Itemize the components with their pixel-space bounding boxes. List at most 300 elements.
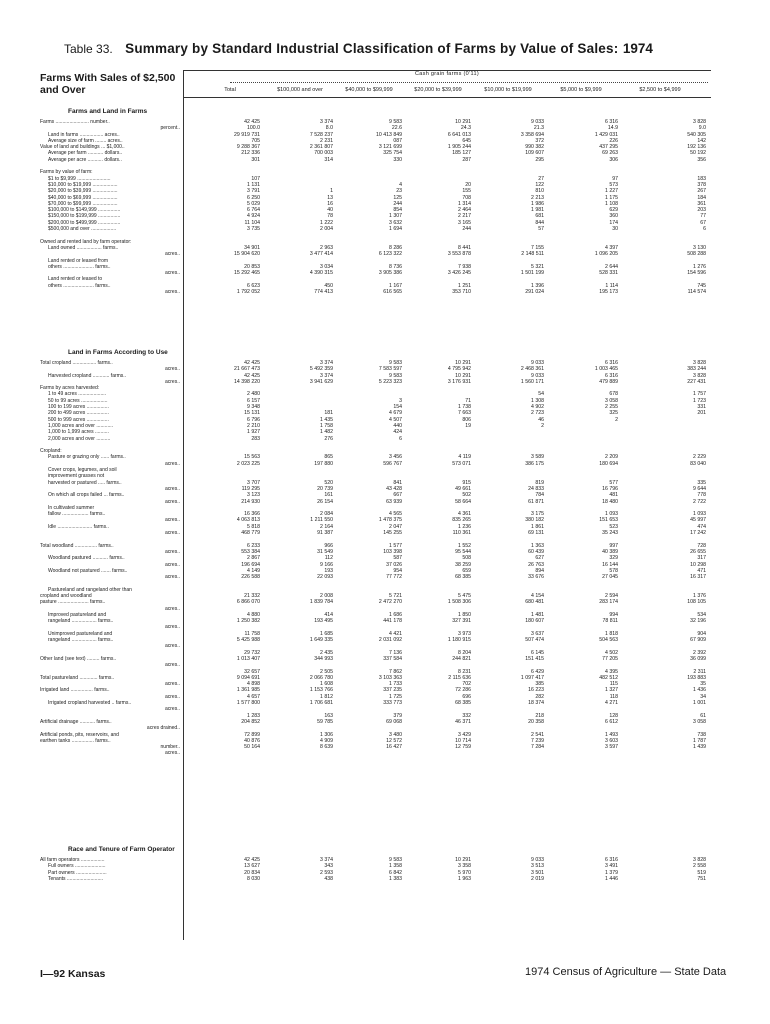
table-cell: 6 157: [247, 397, 260, 404]
table-cell: 437 295: [599, 144, 618, 151]
row-stub: Average per acre ........... dollars..: [48, 156, 122, 163]
row-stub: Woodland not pastured ....... farms..: [48, 567, 128, 574]
row-stub: acres..: [164, 706, 180, 713]
table-cell: 6 250: [247, 194, 260, 201]
table-cell: 9.0: [698, 125, 706, 132]
row-stub: Full owners ......................: [48, 863, 106, 870]
stub-heading: Farms With Sales of $2,500 and Over: [40, 72, 176, 96]
data-column: [484, 119, 544, 295]
row-stub: Total woodland ................ farms..: [40, 542, 114, 549]
table-cell: 333 773: [383, 700, 402, 707]
table-cell: 218: [535, 712, 544, 719]
table-cell: 438: [324, 875, 333, 882]
table-cell: 325: [609, 410, 618, 417]
table-cell: 4 795 942: [447, 366, 471, 373]
table-cell: 751: [697, 875, 706, 882]
row-stub: Land in farms ................. acres..: [48, 131, 120, 138]
table-cell: 29 919 731: [234, 131, 260, 138]
row-stub-column: [40, 857, 180, 882]
table-cell: 40: [327, 207, 333, 214]
table-cell: 8 030: [247, 875, 260, 882]
table-cell: 1 361 985: [236, 687, 260, 694]
table-cell: 4 657: [247, 693, 260, 700]
table-cell: 616 565: [383, 289, 402, 296]
data-column: [646, 119, 706, 295]
table-cell: 4 397: [605, 244, 618, 251]
table-cell: 1 577: [389, 542, 402, 549]
row-stub: acres..: [164, 681, 180, 688]
row-stub: Land owned .................. farms..: [48, 244, 119, 251]
row-stub: acres..: [164, 251, 180, 258]
table-cell: 16 317: [690, 574, 706, 581]
table-cell: 20: [465, 181, 471, 188]
table-cell: 2 435: [320, 649, 333, 656]
table-cell: 244: [393, 200, 402, 207]
row-stub: others ...................... farms..: [48, 263, 111, 270]
data-column: [342, 119, 402, 295]
table-cell: 702: [462, 681, 471, 688]
table-cell: 7 528 237: [309, 131, 333, 138]
table-cell: 4 679: [389, 410, 402, 417]
data-column: [200, 119, 260, 295]
row-stub: Irrigated cropland harvested .. farms..: [48, 700, 132, 707]
table-cell: 34: [700, 693, 706, 700]
table-cell: 2 047: [389, 523, 402, 530]
data-column: [273, 360, 333, 750]
table-cell: 2 480: [247, 391, 260, 398]
table-cell: 844: [535, 219, 544, 226]
table-cell: 1 478 375: [378, 517, 402, 524]
table-cell: 332: [462, 712, 471, 719]
table-cell: 68 385: [455, 574, 471, 581]
table-cell: 244: [462, 226, 471, 233]
table-cell: 330: [393, 156, 402, 163]
table-cell: 38 259: [455, 561, 471, 568]
row-stub: Total cropland ................. farms..: [40, 360, 113, 366]
table-cell: 57: [538, 226, 544, 233]
table-cell: 21.3: [533, 125, 544, 132]
table-cell: 103 398: [383, 548, 402, 555]
table-cell: 8 286: [389, 244, 402, 251]
table-cell: 3 456: [389, 454, 402, 461]
table-cell: 994: [609, 611, 618, 618]
table-cell: 58 664: [455, 498, 471, 505]
table-cell: 31 549: [317, 548, 333, 555]
table-cell: 2 255: [605, 404, 618, 411]
row-stub: Idle ......................... farms..: [48, 523, 109, 530]
table-cell: 4 149: [247, 567, 260, 574]
row-stub: $70,000 to $99,999 ..................: [48, 200, 118, 207]
table-cell: 1 686: [389, 611, 402, 618]
table-cell: 337 584: [383, 655, 402, 662]
page-title: [64, 40, 744, 60]
column-header: Total: [224, 87, 236, 93]
table-cell: 24 833: [528, 485, 544, 492]
table-cell: 2 210: [247, 422, 260, 429]
table-cell: 645: [462, 137, 471, 144]
table-cell: 151 415: [525, 655, 544, 662]
table-cell: 508: [462, 555, 471, 562]
table-cell: 214 930: [241, 498, 260, 505]
table-cell: 2: [541, 422, 544, 429]
table-cell: 450: [324, 282, 333, 289]
table-cell: 5 223 323: [378, 378, 402, 385]
row-stub: 1,000 acres and over ............: [48, 422, 114, 429]
table-cell: 3 480: [389, 731, 402, 738]
table-cell: 1 439: [693, 744, 706, 751]
table-cell: 61: [700, 712, 706, 719]
table-cell: 1 436: [693, 687, 706, 694]
table-cell: 894: [535, 567, 544, 574]
table-cell: 183: [697, 175, 706, 182]
table-cell: 68 385: [455, 700, 471, 707]
table-cell: 774 413: [314, 289, 333, 296]
row-stub: 100 to 199 acres ................: [48, 404, 109, 411]
table-cell: 42 425: [244, 360, 260, 366]
row-stub: fallow ................... farms..: [48, 511, 106, 518]
table-cell: 1 560 171: [520, 378, 544, 385]
table-cell: 128: [609, 712, 618, 719]
table-cell: 203: [697, 207, 706, 214]
table-cell: 573: [609, 181, 618, 188]
table-cell: 72 899: [244, 731, 260, 738]
table-cell: 1 757: [693, 391, 706, 398]
table-cell: 1 787: [693, 737, 706, 744]
table-cell: 441 178: [383, 618, 402, 625]
table-cell: 184: [697, 194, 706, 201]
table-cell: 15 904 620: [234, 251, 260, 258]
row-stub: 1,000 to 1,999 acres ..........: [48, 429, 109, 436]
table-cell: 112: [324, 555, 333, 562]
row-stub: Land rented or leased from: [48, 257, 109, 264]
table-cell: 161: [324, 492, 333, 499]
table-cell: 2 217: [458, 213, 471, 220]
table-cell: 197 880: [314, 460, 333, 467]
table-cell: 577: [609, 479, 618, 486]
table-cell: 6 316: [605, 119, 618, 125]
table-cell: 9 583: [389, 372, 402, 379]
table-cell: 16 223: [528, 687, 544, 694]
table-cell: 966: [324, 542, 333, 549]
table-cell: 1 308: [531, 397, 544, 404]
table-cell: 69 263: [602, 150, 618, 157]
row-stub: acres..: [164, 378, 180, 385]
table-cell: 3 374: [320, 372, 333, 379]
section-label: Land in Farms According to Use: [68, 349, 168, 356]
table-cell: 17 242: [690, 530, 706, 537]
table-cell: 1 818: [605, 630, 618, 637]
table-cell: 3 735: [247, 226, 260, 233]
table-cell: 1 608: [320, 681, 333, 688]
table-cell: 2 867: [247, 555, 260, 562]
row-stub: Artificial ponds, pits, reservoirs, and: [40, 731, 119, 738]
table-cell: 2 963: [320, 244, 333, 251]
table-cell: 16: [327, 200, 333, 207]
table-cell: 1 481: [531, 611, 544, 618]
table-cell: 6 641 013: [447, 131, 471, 138]
table-cell: 20 358: [528, 718, 544, 725]
table-cell: 9 033: [531, 857, 544, 863]
table-cell: 6 316: [605, 360, 618, 366]
table-cell: 3 121 699: [378, 144, 402, 151]
table-cell: 181: [324, 410, 333, 417]
table-cell: 7 155: [531, 244, 544, 251]
row-stub-column: [40, 360, 180, 757]
table-cell: 118: [609, 693, 618, 700]
row-stub: All farm operators .................: [40, 857, 105, 863]
table-cell: 2 164: [320, 523, 333, 530]
table-cell: 997: [609, 542, 618, 549]
table-cell: 35: [700, 681, 706, 688]
table-number: Table 33.: [64, 42, 113, 56]
table-cell: 1: [330, 188, 333, 195]
table-cell: 193 495: [314, 618, 333, 625]
table-cell: 1 723: [693, 397, 706, 404]
table-cell: 1 283: [247, 712, 260, 719]
table-cell: 383 244: [687, 366, 706, 373]
table-cell: 283: [251, 435, 260, 442]
table-cell: 180 694: [599, 460, 618, 467]
row-stub: acres..: [164, 561, 180, 568]
table-cell: 4 421: [389, 630, 402, 637]
data-column: [273, 857, 333, 882]
table-cell: 226: [609, 137, 618, 144]
table-cell: 1 314: [458, 200, 471, 207]
table-cell: 18 374: [528, 700, 544, 707]
table-cell: 3 828: [693, 857, 706, 863]
table-cell: 1 222: [320, 219, 333, 226]
table-cell: 77: [700, 213, 706, 220]
table-cell: 78: [327, 213, 333, 220]
table-cell: 21 667 473: [234, 366, 260, 373]
table-cell: 16 427: [386, 744, 402, 751]
data-column: [342, 857, 402, 882]
table-cell: 1 251: [458, 282, 471, 289]
table-cell: 59 785: [317, 718, 333, 725]
row-stub: acres..: [164, 366, 180, 373]
table-cell: 282: [535, 693, 544, 700]
table-cell: 1 839 784: [309, 599, 333, 606]
row-stub: number..: [160, 744, 180, 751]
table-cell: 2 505: [320, 668, 333, 675]
column-header: $5,000 to $9,999: [560, 87, 602, 93]
table-cell: 33 676: [528, 574, 544, 581]
table-cell: 8.0: [325, 125, 333, 132]
table-cell: 331: [697, 404, 706, 411]
table-cell: 841: [393, 479, 402, 486]
row-stub: $500,000 and over ..................: [48, 226, 117, 233]
table-cell: 9 033: [531, 119, 544, 125]
row-stub: Farms ........................ number..: [40, 119, 110, 125]
row-stub: Part owners ......................: [48, 869, 107, 876]
column-group-heading: Cash grain farms (0’11): [415, 71, 479, 77]
section-label: Farms and Land in Farms: [68, 108, 148, 115]
table-cell: 5 321: [531, 263, 544, 270]
table-cell: 5 475: [458, 592, 471, 599]
table-cell: 1 963: [458, 875, 471, 882]
table-cell: 8 204: [458, 649, 471, 656]
row-stub: $200,000 to $499,999 ................: [48, 219, 121, 226]
row-stub: Average per farm ........... dollars..: [48, 150, 123, 157]
table-cell: 3: [399, 397, 402, 404]
table-cell: 528 331: [599, 270, 618, 277]
row-stub: Other land (see text) ......... farms..: [40, 655, 117, 662]
table-cell: 327 391: [452, 618, 471, 625]
table-cell: 2 723: [531, 410, 544, 417]
row-stub: Farms by value of farm:: [40, 169, 93, 176]
table-cell: 2 209: [605, 454, 618, 461]
table-cell: 8 441: [458, 244, 471, 251]
data-column: [200, 857, 260, 882]
table-cell: 2 023 225: [236, 460, 260, 467]
table-cell: 67: [700, 219, 706, 226]
table-cell: 14 398 220: [234, 378, 260, 385]
table-cell: 6 123 322: [378, 251, 402, 258]
table-cell: 3 973: [458, 630, 471, 637]
table-cell: 46: [538, 416, 544, 423]
table-cell: 204 852: [241, 718, 260, 725]
table-cell: 1 114: [605, 282, 618, 289]
row-stub: Pastureland and rangeland other than: [48, 586, 132, 593]
table-cell: 154: [393, 404, 402, 411]
table-cell: 7 239: [531, 737, 544, 744]
table-cell: 13 627: [244, 863, 260, 870]
table-cell: 16 796: [602, 485, 618, 492]
table-cell: 4 063 813: [236, 517, 260, 524]
row-stub: pasture ...................... farms..: [40, 599, 106, 606]
table-cell: 6 796: [247, 416, 260, 423]
table-cell: 1 694: [389, 226, 402, 233]
table-cell: 1 096 205: [594, 251, 618, 258]
table-cell: 1 981: [531, 207, 544, 214]
row-stub: Average size of farm ........ acres..: [48, 137, 123, 144]
table-cell: 115: [609, 681, 618, 688]
table-cell: 087: [393, 137, 402, 144]
table-cell: 3 103 363: [378, 674, 402, 681]
table-cell: 1 446: [605, 875, 618, 882]
table-cell: 15 131: [244, 410, 260, 417]
table-cell: 1 383: [389, 875, 402, 882]
table-cell: 63 939: [386, 498, 402, 505]
table-cell: 1 812: [320, 693, 333, 700]
table-cell: 507 474: [525, 637, 544, 644]
table-cell: 43 428: [386, 485, 402, 492]
row-stub: Land rented or leased to: [48, 276, 103, 283]
table-cell: 1 577 800: [236, 700, 260, 707]
table-cell: 1 482: [320, 429, 333, 436]
row-stub: $40,000 to $69,999 ..................: [48, 194, 118, 201]
table-cell: 954: [393, 567, 402, 574]
row-stub: Value of land and buildings ... $1,000..: [40, 144, 125, 151]
table-cell: 3 058: [605, 397, 618, 404]
table-cell: 681: [535, 213, 544, 220]
table-cell: 738: [697, 731, 706, 738]
table-cell: 49 661: [455, 485, 471, 492]
table-cell: 502: [462, 492, 471, 499]
table-cell: 3 589: [531, 454, 544, 461]
table-cell: 667: [393, 492, 402, 499]
table-cell: 4 395: [605, 668, 618, 675]
row-stub: Cropland:: [40, 448, 62, 455]
table-cell: 5 425 988: [236, 637, 260, 644]
table-cell: 5 492 359: [309, 366, 333, 373]
table-cell: 20 834: [244, 869, 260, 876]
table-cell: 287: [462, 156, 471, 163]
table-cell: 2 084: [320, 511, 333, 518]
row-stub: On which all crops failed ... farms..: [48, 492, 125, 499]
table-cell: 30: [612, 226, 618, 233]
table-cell: 72 286: [455, 687, 471, 694]
source-line: 1974 Census of Agriculture — State Data: [525, 966, 727, 978]
table-cell: 904: [697, 630, 706, 637]
table-cell: 19: [465, 422, 471, 429]
row-stub: Owned and rented land by farm operator:: [40, 238, 132, 245]
table-cell: 6 429: [531, 668, 544, 675]
table-cell: 109 607: [525, 150, 544, 157]
table-cell: 708: [462, 194, 471, 201]
table-cell: 728: [697, 542, 706, 549]
table-cell: 163: [324, 712, 333, 719]
table-cell: 1 131: [247, 181, 260, 188]
table-cell: 2 213: [531, 194, 544, 201]
row-stub: Woodland pastured ........... farms..: [48, 555, 125, 562]
table-cell: 108 105: [687, 599, 706, 606]
table-cell: 32 657: [244, 668, 260, 675]
table-cell: 50 192: [690, 150, 706, 157]
table-cell: 810: [535, 188, 544, 195]
table-cell: 1 508 306: [447, 599, 471, 606]
table-cell: 482 512: [599, 674, 618, 681]
table-cell: 1 093: [693, 511, 706, 518]
table-cell: 596 767: [383, 460, 402, 467]
table-cell: 990 382: [525, 144, 544, 151]
table-cell: 36 099: [690, 655, 706, 662]
table-cell: 2 115 636: [448, 674, 471, 681]
table-cell: 267: [697, 188, 706, 195]
table-year: 1974: [622, 41, 653, 56]
table-cell: 119 295: [241, 485, 260, 492]
table-cell: 4 902: [531, 404, 544, 411]
table-cell: 9 033: [531, 360, 544, 366]
table-cell: 8 231: [458, 668, 471, 675]
table-cell: 54: [538, 391, 544, 398]
table-cell: 6 233: [247, 542, 260, 549]
table-cell: 784: [535, 492, 544, 499]
row-stub: Farms by acres harvested:: [40, 385, 100, 392]
table-cell: 380 182: [525, 517, 544, 524]
table-cell: 6 764: [247, 207, 260, 214]
table-cell: 27 045: [602, 574, 618, 581]
table-cell: 40 389: [602, 548, 618, 555]
table-cell: 40 876: [244, 737, 260, 744]
table-cell: 42 425: [244, 857, 260, 863]
row-stub: 500 to 999 acres ................: [48, 416, 109, 423]
column-header: $100,000 and over: [277, 87, 323, 93]
row-stub: 200 to 499 acres ................: [48, 410, 109, 417]
table-cell: 386 175: [525, 460, 544, 467]
table-cell: 7 284: [531, 744, 544, 751]
data-column: [411, 119, 471, 295]
data-column: [200, 360, 260, 750]
table-cell: 329: [609, 555, 618, 562]
table-cell: 155: [462, 188, 471, 195]
table-cell: 83 040: [690, 460, 706, 467]
table-cell: 1 396: [531, 282, 544, 289]
table-cell: 1 706 681: [309, 700, 333, 707]
section-label: Race and Tenure of Farm Operator: [68, 846, 175, 853]
table-cell: 3 374: [320, 360, 333, 366]
table-cell: 2 229: [693, 454, 706, 461]
